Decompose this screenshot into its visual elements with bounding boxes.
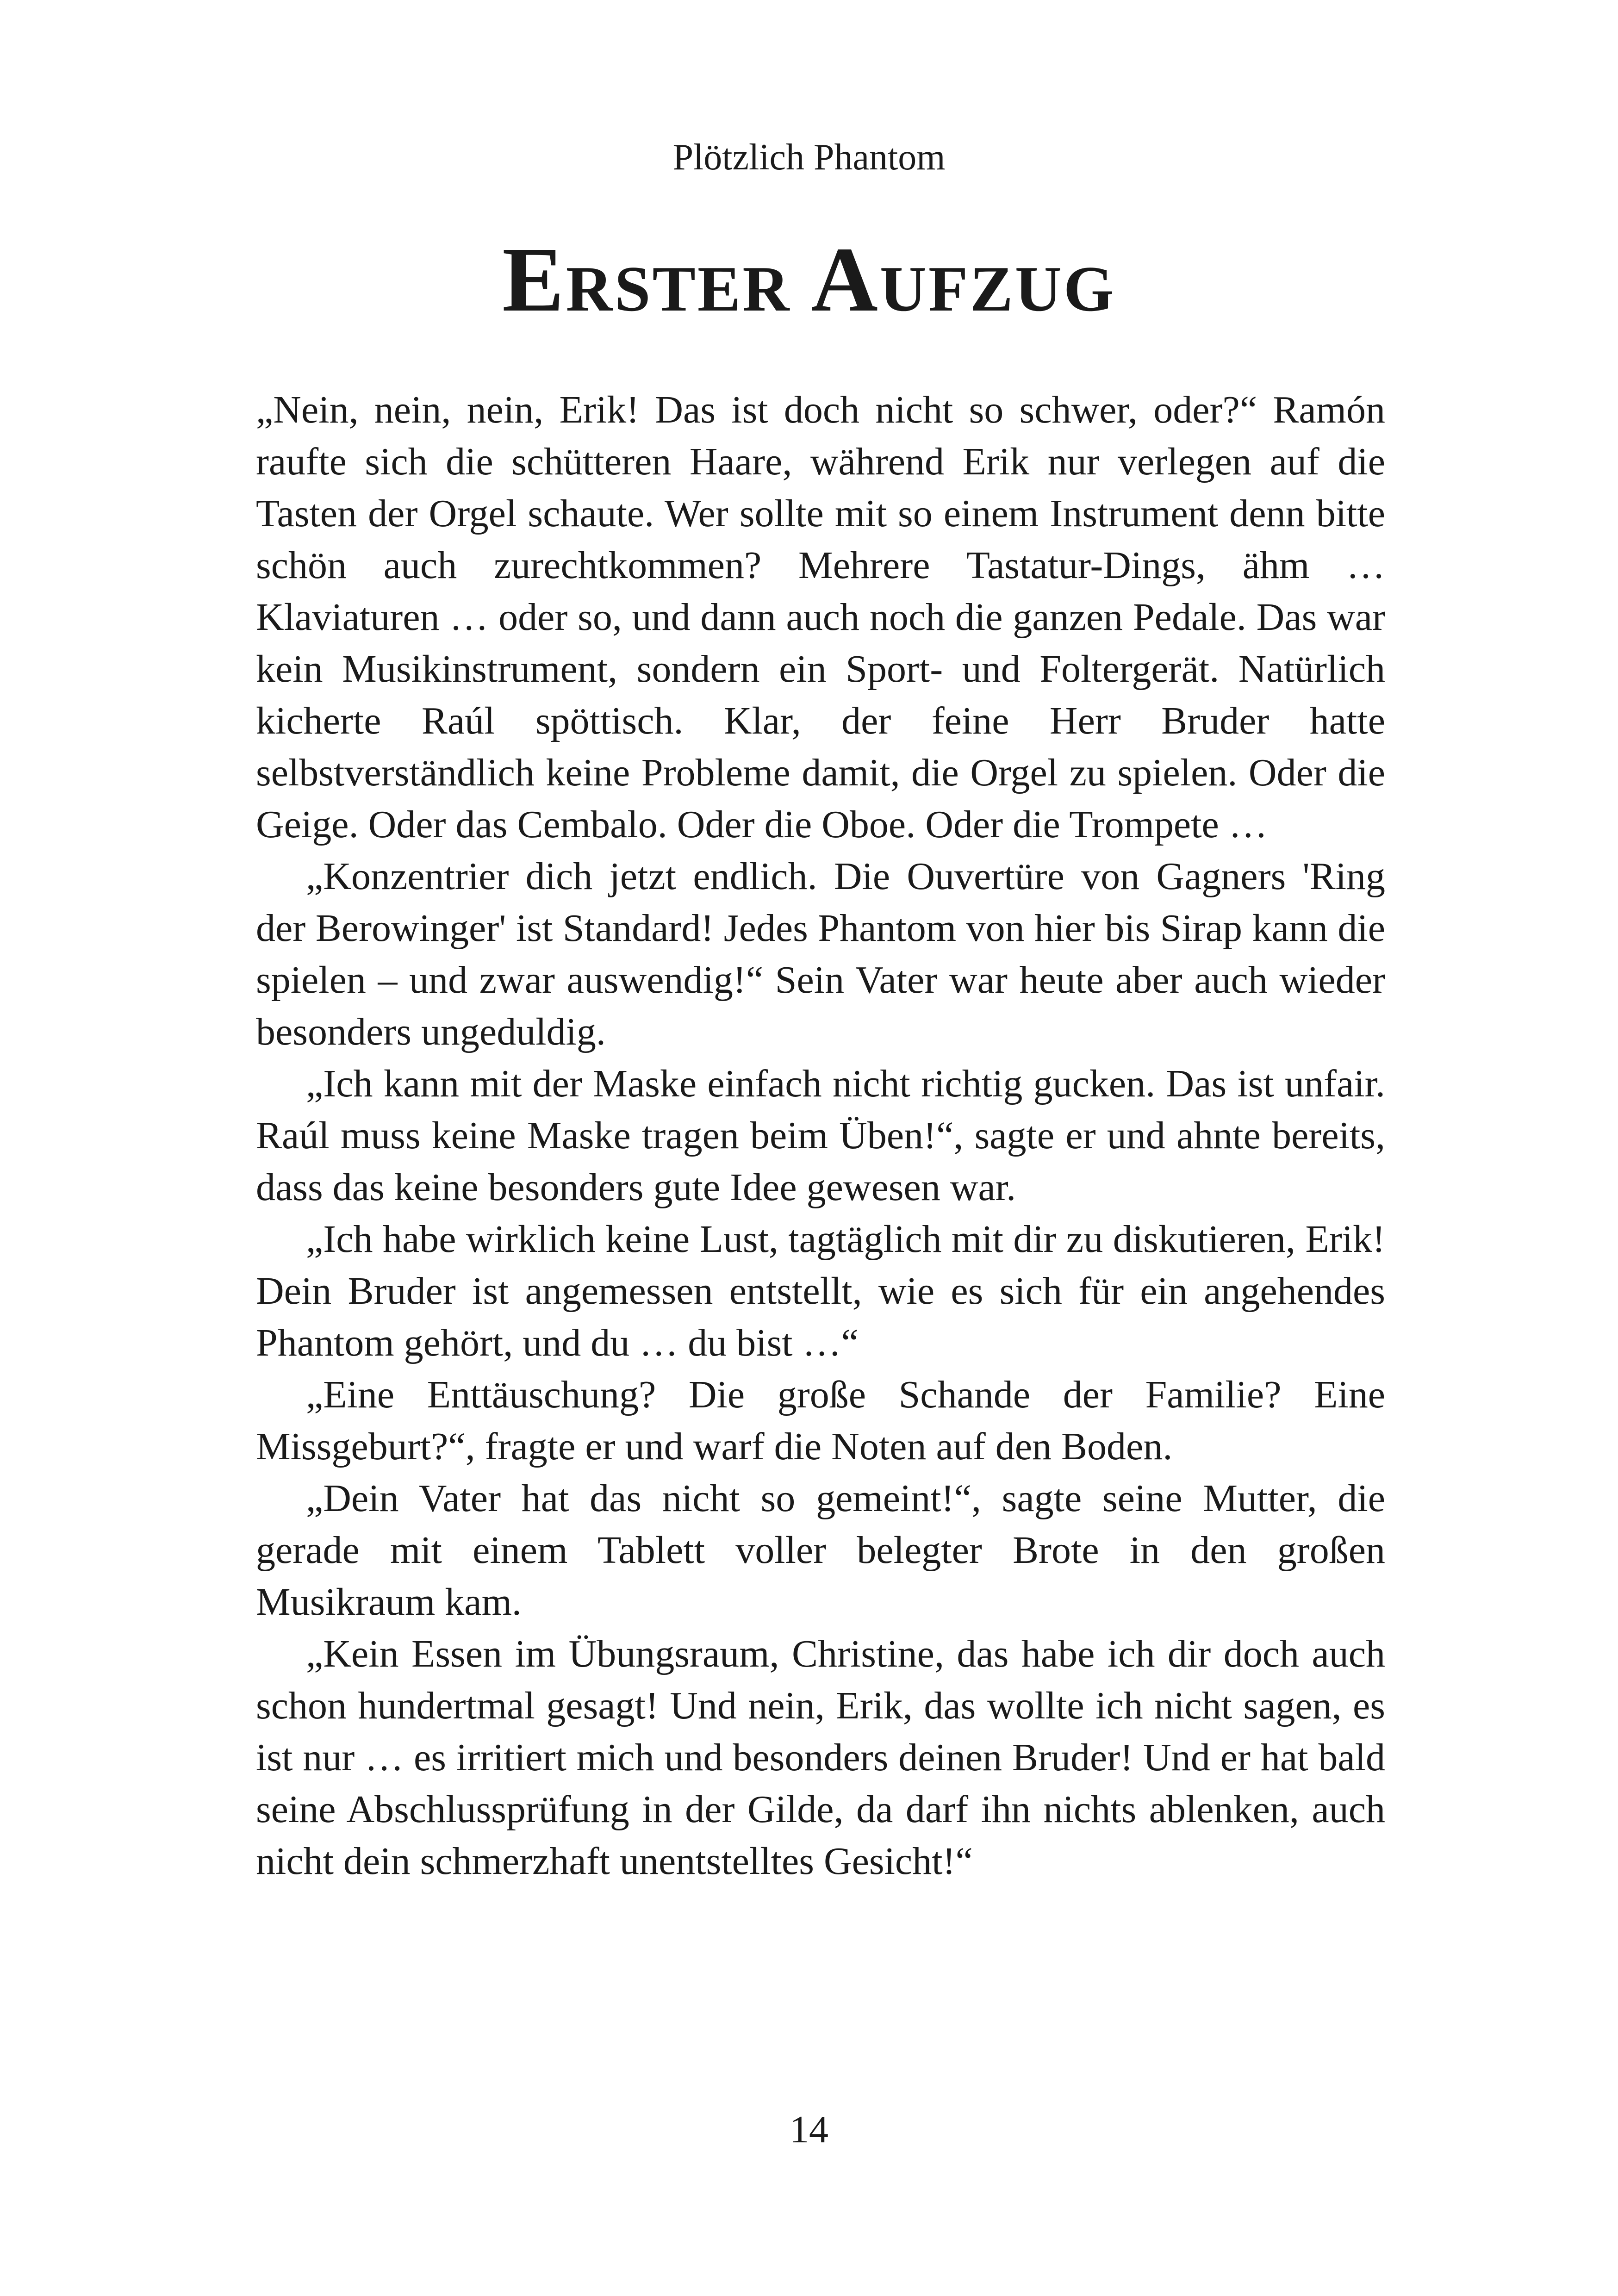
chapter-title: Erster Aufzug [502, 229, 1116, 331]
paragraph: „Nein, nein, nein, Erik! Das ist doch nicht so schwer, oder?“ Ramón raufte sich die schütteren Haare, während Erik nur verlegen auf die Tasten der Orgel schaute. Wer sollte mit so einem Instrument denn bitte schön auch zurechtkommen? Mehrere Tastatur-Dings, ähm … Klaviaturen … oder so, und dann auch noch die ganzen Pedale. Das war kein Musikinstrument, sondern ein Sport- und Foltergerät. Natürlich kicherte Raúl spöttisch. Klar, der feine Herr Bruder hatte selbstverständlich keine Probleme damit, die Orgel zu spielen. Oder die Geige. Oder das Cembalo. Oder die Oboe. Oder die Trompete … [256, 388, 1385, 846]
page-number: 14 [790, 2108, 828, 2151]
body-text [256, 384, 1385, 1887]
paragraph: „Ich habe wirklich keine Lust, tagtäglich mit dir zu diskutieren, Erik! Dein Bruder ist angemessen entstellt, wie es sich für ein angehendes Phantom gehört, und du … du bist …“ [256, 1218, 1385, 1364]
running-head: Plötzlich Phantom [672, 137, 946, 178]
paragraph: „Kein Essen im Übungsraum, Christine, das habe ich dir doch auch schon hundertmal gesagt! Und nein, Erik, das wollte ich nicht sagen, es ist nur … es irritiert mich und besonders deinen Bruder! Und er hat bald seine Abschlussprüfung in der Gilde, da darf ihn nichts ablenken, auch nicht dein schmerzhaft unentstelltes Gesicht!“ [256, 1632, 1385, 1883]
paragraph: „Eine Enttäuschung? Die große Schande der Familie? Eine Missgeburt?“, fragte er und warf die Noten auf den Boden. [256, 1373, 1385, 1468]
paragraph: „Dein Vater hat das nicht so gemeint!“, sagte seine Mutter, die gerade mit einem Tablett voller belegter Brote in den großen Musikraum kam. [256, 1477, 1385, 1624]
paragraph: „Ich kann mit der Maske einfach nicht richtig gucken. Das ist unfair. Raúl muss keine Maske tragen beim Üben!“, sagte er und ahnte bereits, dass das keine besonders gute Idee gewesen war. [256, 1062, 1385, 1209]
paragraph: „Konzentrier dich jetzt endlich. Die Ouvertüre von Gagners 'Ring der Berowinger' ist Standard! Jedes Phantom von hier bis Sirap kann die spielen – und zwar auswendig!“ Sein Vater war heute aber auch wieder besonders ungeduldig. [256, 855, 1385, 1053]
